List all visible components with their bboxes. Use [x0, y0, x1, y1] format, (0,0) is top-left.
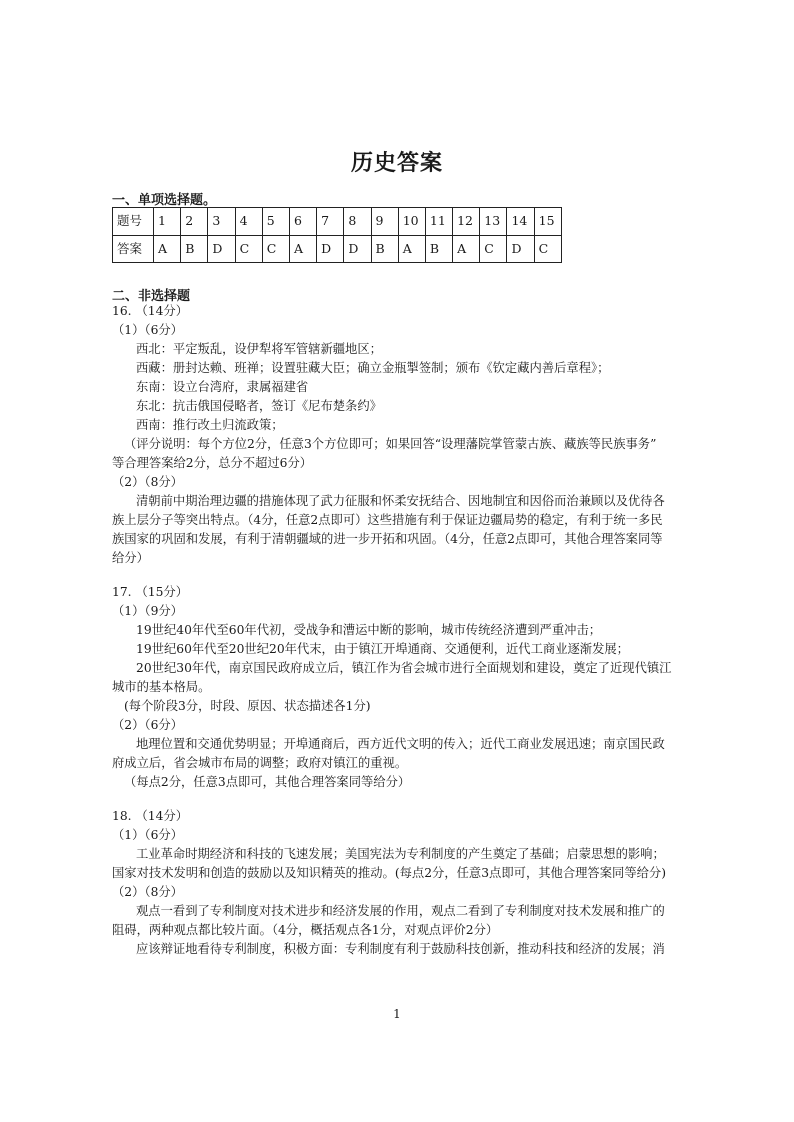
table-cell: 13 [480, 208, 507, 236]
answer-line: 应该辩证地看待专利制度，积极方面：专利制度有利于鼓励科技创新，推动科技和经济的发展；消 [136, 942, 665, 956]
question-number: 18. （14分） [112, 809, 189, 823]
table-cell: B [371, 235, 398, 263]
answer-line: 阻碍，两种观点都比较片面。（4分，概括观点各1分，对观点评价2分） [112, 923, 499, 937]
table-cell: 11 [425, 208, 452, 236]
table-cell: 15 [534, 208, 561, 236]
answer-line: 19世纪40年代至60年代初，受战争和漕运中断的影响，城市传统经济遭到严重冲击； [136, 623, 602, 637]
table-cell: A [398, 235, 425, 263]
answer-line: 工业革命时期经济和科技的飞速发展；美国宪法为专利制度的产生奠定了基础；启蒙思想的影响； [136, 847, 665, 861]
answer-line: 地理位置和交通优势明显；开埠通商后，西方近代文明的传入；近代工商业发展迅速；南京国民政 [136, 737, 665, 751]
page-number: 1 [393, 1007, 401, 1021]
answer-line: 清朝前中期治理边疆的措施体现了武力征服和怀柔安抚结合、因地制宜和因俗而治兼顾以及优待各 [136, 494, 665, 508]
table-cell: 4 [235, 208, 262, 236]
table-cell: C [534, 235, 561, 263]
table-cell: D [317, 235, 344, 263]
section-heading-essay: 二、非选择题 [112, 289, 191, 304]
table-row-numbers [113, 208, 562, 236]
sub-question: （1）（6分） [112, 828, 183, 842]
answer-table [112, 207, 562, 263]
answer-line: 西藏：册封达赖、班禅；设置驻藏大臣；确立金瓶掣签制；颁布《钦定藏内善后章程》； [136, 361, 610, 375]
table-cell: D [344, 235, 371, 263]
table-cell: 10 [398, 208, 425, 236]
table-cell: 2 [181, 208, 208, 236]
table-cell: 1 [154, 208, 181, 236]
question-number: 16. （14分） [112, 304, 189, 318]
table-cell: 9 [371, 208, 398, 236]
table-cell: C [480, 235, 507, 263]
scoring-note: 等合理答案给2分，总分不超过6分） [112, 456, 313, 470]
answer-line: 国家对技术发明和创造的鼓励以及知识精英的推动。(每点2分，任意3点即可，其他合理答案同等给分) [112, 866, 667, 880]
table-cell: 6 [289, 208, 316, 236]
table-cell: A [453, 235, 480, 263]
sub-question: （2）（8分） [112, 885, 183, 899]
answer-line: 族上层分子等突出特点。（4分，任意2点即可）这些措施有利于保证边疆局势的稳定，有利于统一多民 [112, 513, 663, 527]
scoring-note: (每个阶段3分，时段、原因、状态描述各1分) [124, 699, 371, 713]
answer-line: 东北：抗击俄国侵略者，签订《尼布楚条约》 [136, 399, 382, 413]
answer-line: 19世纪60年代至20世纪20年代末，由于镇江开埠通商、交通便利，近代工商业逐渐发展； [136, 642, 629, 656]
scoring-note: （评分说明：每个方位2分，任意3个方位即可；如果回答“设理藩院掌管蒙古族、藏族等民族事务” [124, 437, 657, 451]
page-title: 历史答案 [350, 151, 443, 176]
table-cell: C [262, 235, 289, 263]
answer-line: 府成立后，省会城市布局的调整；政府对镇江的重视。 [112, 756, 408, 770]
answer-line: 族国家的巩固和发展，有利于清朝疆域的进一步开拓和巩固。（4分，任意2点即可，其他合理答案同等 [112, 532, 663, 546]
sub-question: （2）（8分） [112, 475, 183, 489]
table-row-answers [113, 235, 562, 263]
table-cell: B [181, 235, 208, 263]
table-cell: 8 [344, 208, 371, 236]
table-cell: 5 [262, 208, 289, 236]
table-cell: A [154, 235, 181, 263]
answer-line: 观点一看到了专利制度对技术进步和经济发展的作用，观点二看到了专利制度对技术发展和推广的 [136, 904, 665, 918]
answer-line: 城市的基本格局。 [112, 680, 211, 694]
answer-line: 给分） [112, 551, 149, 565]
table-cell: C [235, 235, 262, 263]
answer-line: 东南：设立台湾府，隶属福建省 [136, 380, 309, 394]
section-heading-choice: 一、单项选择题。 [112, 193, 217, 208]
table-cell: D [507, 235, 534, 263]
answer-line: 西北：平定叛乱，设伊犁将军管辖新疆地区； [136, 342, 382, 356]
sub-question: （1）（9分） [112, 604, 183, 618]
row-label-numbers: 题号 [113, 208, 154, 236]
answer-line: 20世纪30年代，南京国民政府成立后，镇江作为省会城市进行全面规划和建设，奠定了近现代镇江 [136, 661, 672, 675]
table-cell: 14 [507, 208, 534, 236]
table-cell: 7 [317, 208, 344, 236]
table-cell: A [289, 235, 316, 263]
sub-question: （1）（6分） [112, 323, 183, 337]
table-cell: D [208, 235, 235, 263]
table-cell: B [425, 235, 452, 263]
table-cell: 12 [453, 208, 480, 236]
sub-question: （2）（6分） [112, 718, 183, 732]
question-number: 17. （15分） [112, 585, 189, 599]
row-label-answers: 答案 [113, 235, 154, 263]
answer-line: 西南：推行改土归流政策； [136, 418, 284, 432]
scoring-note: （每点2分，任意3点即可，其他合理答案同等给分） [124, 775, 411, 789]
table-cell: 3 [208, 208, 235, 236]
